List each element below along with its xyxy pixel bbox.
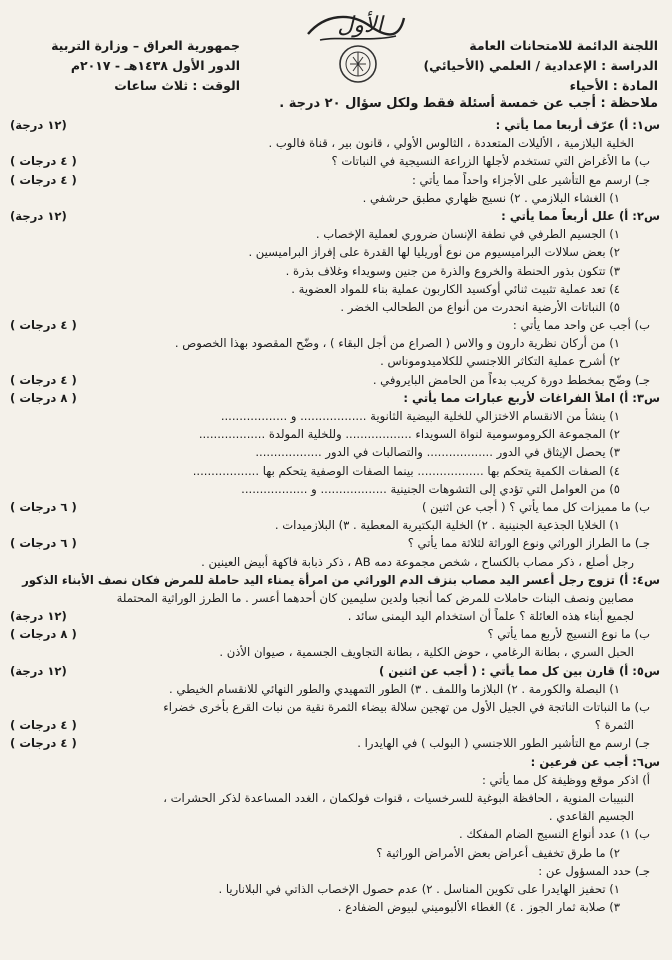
header-committee-block bbox=[408, 36, 658, 96]
question-line bbox=[10, 225, 660, 243]
marks-label: ( ٦ درجات ) bbox=[10, 499, 77, 514]
questions-body bbox=[10, 116, 660, 916]
marks-label: (١٢ درجة) bbox=[10, 609, 67, 624]
question-line bbox=[10, 807, 660, 825]
question-text: ١) تحفيز الهايدرا على تكوين المناسل . ٢) عدم حصول الإخصاب الذاتي في البلاناريا . bbox=[218, 881, 620, 896]
question-text: س٦: أجب عن فرعين : bbox=[530, 754, 660, 769]
marks-label: ( ٨ درجات ) bbox=[10, 627, 77, 642]
question-line bbox=[10, 553, 660, 571]
question-line bbox=[10, 716, 660, 734]
header-left-line: الدور الأول ١٤٣٨هـ - ٢٠١٧م bbox=[70, 58, 240, 73]
marks-label: ( ٨ درجات ) bbox=[10, 390, 77, 405]
question-line bbox=[10, 880, 660, 898]
question-line bbox=[10, 734, 660, 752]
question-line bbox=[10, 425, 660, 443]
header-ministry-block bbox=[30, 36, 240, 96]
header-right-line: الدراسة : الإعدادية / العلمي (الأحيائي) bbox=[423, 58, 658, 73]
question-line bbox=[10, 207, 660, 225]
question-line bbox=[10, 407, 660, 425]
question-line bbox=[10, 116, 660, 134]
question-text: جـ) ارسم مع التأشير على الأجزاء واحداً مما يأتي : bbox=[411, 172, 650, 187]
question-text: ب) ما النباتات الناتجة في الجيل الأول من تهجين سلالة بيضاء الثمرة نقية من نبات القرع بأخرى خضراء bbox=[163, 700, 650, 714]
marks-label: ( ٤ درجات ) bbox=[10, 718, 77, 733]
question-line bbox=[10, 680, 660, 698]
question-line bbox=[10, 789, 660, 807]
question-line bbox=[10, 898, 660, 916]
question-text: ٥) من العوامل التي تؤدي إلى التشوهات الجنينية .................. و .................. bbox=[241, 481, 620, 496]
question-line bbox=[10, 243, 660, 261]
question-text: ب) ما نوع النسيج لأربع مما يأتي ؟ bbox=[487, 627, 650, 642]
marks-label: ( ٤ درجات ) bbox=[10, 154, 77, 169]
header-left-line: جمهورية العراق – وزارة التربية bbox=[51, 38, 240, 53]
header-right-line: اللجنة الدائمة للامتحانات العامة bbox=[469, 38, 658, 53]
question-text: جـ) حدد المسؤول عن : bbox=[538, 863, 650, 878]
marks-label: ( ٤ درجات ) bbox=[10, 172, 77, 187]
question-text: ١) البصلة والكورمة . ٢) البلازما واللمف . ٣) الطور التمهيدي والطور النهائي للانقسام الخيطي . bbox=[169, 681, 620, 696]
question-text: ٢) بعض سلالات البراميسيوم من نوع أوريليا لها القدرة على إفراز البراميسين . bbox=[248, 245, 620, 260]
question-text: مصابين ونصف البنات حاملات للمرض كما أنجبا ولدين سليمين كان أحدهما أعسر . ما الطرز الوراثية المحتملة bbox=[116, 590, 634, 605]
question-line bbox=[10, 643, 660, 661]
question-text: ٤) الصفات الكمية يتحكم بها .................. بينما الصفات الوصفية يتحكم بها .................. bbox=[192, 463, 620, 478]
question-line bbox=[10, 698, 660, 716]
question-line bbox=[10, 334, 660, 352]
question-text: ٣) صلابة ثمار الجوز . ٤) الغطاء الألبوميني لبيوض الضفادع . bbox=[337, 900, 620, 915]
question-text: س٣: أ) املأ الفراغات لأربع عبارات مما يأتي : bbox=[403, 390, 660, 405]
question-text: ١) من أركان نظرية دارون و والاس ( الصراع من أجل البقاء ) ، وضّح المقصود بهذا الخصوص . bbox=[174, 336, 620, 351]
question-line bbox=[10, 134, 660, 152]
question-line bbox=[10, 516, 660, 534]
question-line bbox=[10, 589, 660, 607]
question-line bbox=[10, 862, 660, 880]
question-line bbox=[10, 825, 660, 843]
question-text: س٢: أ) علل أربعاً مما يأتي : bbox=[501, 208, 660, 223]
question-text: أ) اذكر موقع ووظيفة كل مما يأتي : bbox=[481, 772, 650, 787]
question-line bbox=[10, 389, 660, 407]
question-text: ١) الخلايا الجذعية الجنينية . ٢) الخلية البكتيرية المعطية . ٣) البلازميدات . bbox=[274, 518, 620, 533]
question-text: ٤) تعد عملية تثبيت ثنائي أوكسيد الكاربون عملية بناء للمواد العضوية . bbox=[291, 281, 620, 296]
marks-label: ( ٤ درجات ) bbox=[10, 318, 77, 333]
question-line bbox=[10, 498, 660, 516]
question-text: ٢) المجموعة الكروموسومية لنواة السويداء .................. وللخلية المولدة .................. bbox=[198, 427, 620, 442]
marks-label: ( ٤ درجات ) bbox=[10, 736, 77, 751]
question-text: جـ) وضّح بمخطط دورة كريب بدءاً من الحامض البايروفي . bbox=[372, 372, 650, 387]
question-text: الثمرة ؟ bbox=[594, 718, 634, 733]
question-line bbox=[10, 753, 660, 771]
question-text: جـ) ما الطراز الوراثي ونوع الوراثة لثلاثة مما يأتي ؟ bbox=[407, 536, 650, 551]
marks-label: (١٢ درجة) bbox=[10, 208, 67, 223]
question-text: س٤: أ) تزوج رجل أعسر اليد مصاب بنزف الدم الوراثي من امرأة يمناء اليد حاملة للمرض فكان نصف الأبناء الذكور bbox=[22, 572, 660, 587]
question-text: ب) ما مميزات كل مما يأتي ؟ ( أجب عن اثنين ) bbox=[421, 499, 650, 514]
question-text: ١) الغشاء البلازمي . ٢) نسيج ظهاري مطبق حرشفي . bbox=[362, 190, 620, 205]
question-text: س٥: أ) قارن بين كل مما يأتي : ( أجب عن اثنين ) bbox=[378, 663, 660, 678]
question-line bbox=[10, 534, 660, 552]
marks-label: ( ٦ درجات ) bbox=[10, 536, 77, 551]
question-line bbox=[10, 571, 660, 589]
question-text: ٢) أشرح عملية التكاثر اللاجنسي للكلاميدوموناس . bbox=[380, 354, 620, 369]
question-text: ب) أجب عن واحد مما يأتي : bbox=[512, 318, 650, 333]
question-text: رجل أصلع ، ذكر مصاب بالكساح ، شخص مجموعة دمه AB ، ذكر ذبابة فاكهة أبيض العينين . bbox=[201, 554, 634, 569]
question-text: جـ) ارسم مع التأشير الطور اللاجنسي ( البولب ) في الهايدرا . bbox=[357, 736, 650, 751]
question-line bbox=[10, 316, 660, 334]
question-line bbox=[10, 298, 660, 316]
marks-label: ( ٤ درجات ) bbox=[10, 372, 77, 387]
question-text: ١) ينشأ من الانقسام الاختزالي للخلية البيضية الثانوية .................. و .................. bbox=[220, 409, 620, 423]
question-line bbox=[10, 262, 660, 280]
question-line bbox=[10, 625, 660, 643]
question-text: ٣) يحصل الإيثاق في الدور .................. والتصالبات في الدور .................. bbox=[255, 445, 620, 460]
question-line bbox=[10, 171, 660, 189]
question-line bbox=[10, 480, 660, 498]
question-line bbox=[10, 352, 660, 370]
question-line bbox=[10, 443, 660, 461]
header-right-line: المادة : الأحياء bbox=[569, 78, 658, 93]
header-left-line: الوقت : ثلاث ساعات bbox=[114, 78, 240, 93]
ministry-emblem-icon bbox=[300, 6, 410, 86]
question-text: ١) الجسيم الطرفي في نطفة الإنسان ضروري لعملية الإخصاب . bbox=[315, 227, 620, 242]
question-line bbox=[10, 844, 660, 862]
stamp-text: الأول bbox=[337, 13, 383, 38]
question-line bbox=[10, 771, 660, 789]
exam-note: ملاحظة : أجب عن خمسة أسئلة فقط ولكل سؤال ٢٠ درجة . bbox=[279, 96, 658, 111]
question-line bbox=[10, 280, 660, 298]
question-text: س١: أ) عرّف أربعا مما يأتي : bbox=[495, 118, 660, 132]
marks-label: (١٢ درجة) bbox=[10, 118, 67, 132]
question-line bbox=[10, 662, 660, 680]
question-line bbox=[10, 371, 660, 389]
question-text: ٥) النباتات الأرضية انحدرت من أنواع من الطحالب الخضر . bbox=[340, 299, 620, 314]
question-text: الجسيم القاعدي . bbox=[548, 809, 634, 824]
question-text: النبيبات المنوية ، الحافظة البوغية للسرخسيات ، قنوات فولكمان ، الغدد المساعدة لذكر الحشرات ، bbox=[163, 790, 634, 805]
question-line bbox=[10, 462, 660, 480]
question-text: ٢) ما طرق تخفيف أعراض بعض الأمراض الوراثية ؟ bbox=[376, 845, 620, 860]
question-line bbox=[10, 152, 660, 170]
question-text: الخلية البلازمية ، الأليلات المتعددة ، الثالوس الأولي ، قانون بير ، قناة فالوب . bbox=[268, 136, 634, 151]
question-text: ب) ١) عدد أنواع النسيج الضام المفكك . bbox=[458, 827, 650, 842]
question-text: لجميع أبناء هذه العائلة ؟ علماً أن استخدام اليد اليمنى سائد . bbox=[347, 609, 634, 624]
question-text: الحبل السري ، بطانة الرغامي ، حوض الكلية ، بطانة التجاويف الجسمية ، صيوان الأذن . bbox=[219, 645, 634, 660]
question-line bbox=[10, 189, 660, 207]
question-text: ٣) تتكون بذور الحنطة والخروع والذرة من جنين وسويداء وغلاف بذرة . bbox=[285, 263, 620, 278]
question-text: ب) ما الأغراض التي تستخدم لأجلها الزراعة النسيجية في النباتات ؟ bbox=[331, 154, 650, 169]
question-line bbox=[10, 607, 660, 625]
marks-label: (١٢ درجة) bbox=[10, 663, 67, 678]
